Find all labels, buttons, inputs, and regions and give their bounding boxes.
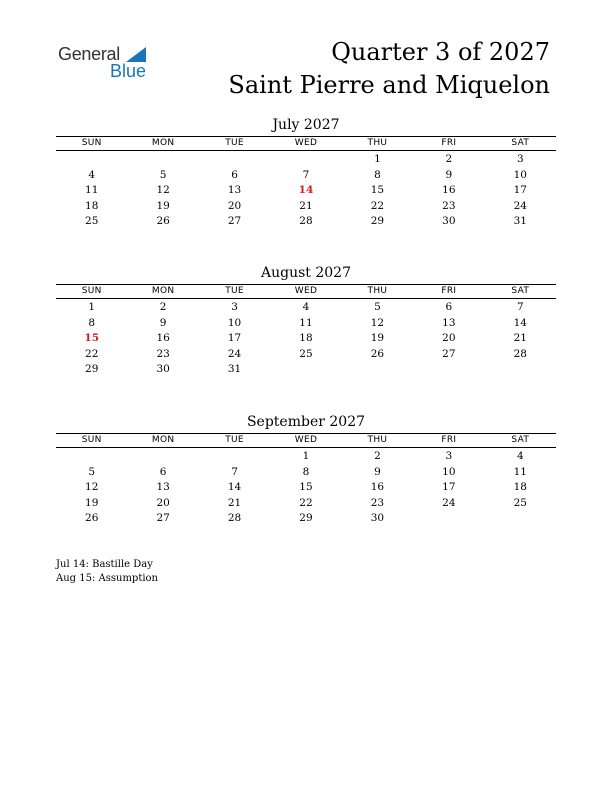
day-cell: 5: [374, 301, 381, 313]
day-cell: 24: [442, 496, 456, 509]
day-cell: 8: [374, 168, 381, 181]
day-cell: 23: [442, 199, 456, 212]
weekday-header: [56, 137, 556, 150]
day-cell: 15: [370, 184, 385, 197]
day-cell: 9: [159, 316, 167, 329]
logo-text-general: General: [58, 44, 120, 64]
day-cell: 4: [302, 301, 310, 313]
day-cell: 26: [370, 347, 385, 360]
empty-day-cell: [270, 362, 341, 378]
empty-day-cell: [199, 449, 270, 465]
weekday-label: FRI: [441, 138, 457, 148]
day-cell: 19: [370, 332, 385, 345]
day-cell: 19: [85, 496, 99, 509]
weekday-label: THU: [367, 138, 388, 148]
region-title: Saint Pierre and Miquelon: [228, 71, 550, 99]
empty-day-cell: [270, 152, 341, 168]
weekday-label: THU: [367, 286, 388, 296]
day-cell: 7: [516, 301, 524, 313]
empty-day-cell: [342, 362, 413, 378]
empty-day-cell: [485, 511, 556, 527]
day-cell: 21: [227, 496, 242, 509]
day-cell: 29: [299, 512, 313, 525]
day-cell: 3: [445, 450, 453, 462]
header-divider: [56, 447, 556, 448]
weekday-label: THU: [367, 435, 388, 445]
month-title: August 2027: [261, 265, 351, 281]
quarter-title: Quarter 3 of 2027: [331, 38, 550, 66]
month-title: July 2027: [272, 117, 340, 133]
day-cell: 12: [85, 481, 99, 494]
day-cell: 20: [227, 199, 242, 212]
day-cell: 25: [85, 215, 99, 228]
day-cell: 14: [513, 316, 527, 329]
day-cell: 10: [227, 316, 242, 329]
weekday-label: MON: [151, 286, 175, 296]
day-cell: 23: [156, 347, 170, 360]
day-cell: 11: [513, 465, 527, 478]
weekday-label: SAT: [511, 286, 530, 296]
holiday-note: Jul 14: Bastille Day: [56, 559, 153, 570]
page-title: [228, 36, 550, 102]
month-title: September 2027: [246, 414, 366, 430]
day-cell: 27: [442, 347, 456, 360]
day-cell: 2: [374, 450, 381, 462]
weekday-label: MON: [151, 138, 175, 148]
day-cell: 5: [88, 465, 96, 478]
day-cell: 27: [156, 512, 170, 525]
day-cell: 25: [299, 347, 313, 360]
weekday-label: TUE: [225, 138, 244, 148]
empty-day-cell: [199, 152, 270, 168]
empty-day-cell: [127, 152, 198, 168]
empty-day-cell: [56, 449, 127, 465]
holiday-note: Aug 15: Assumption: [56, 573, 159, 584]
empty-day-cell: [485, 362, 556, 378]
day-cell: 23: [370, 496, 385, 509]
day-cell: 12: [156, 184, 170, 197]
day-cell: 7: [231, 465, 238, 478]
day-cell: 8: [302, 465, 310, 478]
day-cell: 13: [227, 184, 242, 197]
day-cell: 26: [85, 512, 99, 525]
day-cell: 31: [227, 363, 242, 376]
day-cell: 13: [442, 316, 456, 329]
empty-day-cell: [413, 511, 484, 527]
day-cell: 6: [159, 465, 167, 478]
weekday-label: FRI: [441, 286, 457, 296]
day-cell: 22: [85, 347, 99, 360]
day-cell: 6: [445, 301, 453, 313]
weekday-label: WED: [294, 286, 318, 296]
day-cell: 28: [299, 215, 313, 228]
weekday-label: WED: [294, 435, 318, 445]
day-cell: 24: [513, 199, 527, 212]
day-cell: 18: [513, 481, 527, 494]
day-cell: 16: [442, 184, 456, 197]
day-cell: 17: [442, 481, 456, 494]
day-cell: 5: [159, 168, 167, 181]
header-divider: [56, 298, 556, 299]
header-divider: [56, 150, 556, 151]
weekday-label: SAT: [511, 435, 530, 445]
weekday-header: [56, 285, 556, 298]
day-cell: 12: [370, 316, 385, 329]
day-cell: 24: [227, 347, 242, 360]
day-cell: 18: [85, 199, 99, 212]
day-cell: 14: [227, 481, 242, 494]
day-cell: 9: [374, 465, 381, 478]
day-cell: 27: [227, 215, 242, 228]
empty-day-cell: [56, 152, 127, 168]
day-cell: 16: [156, 332, 170, 345]
day-cell: 4: [88, 168, 96, 181]
day-cell: 20: [156, 496, 170, 509]
day-cell: 30: [370, 512, 385, 525]
weekday-label: TUE: [225, 435, 244, 445]
generalblue-logo: [58, 44, 158, 84]
weekday-label: WED: [294, 138, 318, 148]
weekday-label: TUE: [225, 286, 244, 296]
day-cell: 19: [156, 199, 170, 212]
day-cell: 29: [370, 215, 385, 228]
holiday-notes: [56, 558, 158, 586]
day-cell: 13: [156, 481, 170, 494]
month-calendar-july: [56, 116, 556, 230]
day-cell: 1: [302, 450, 310, 462]
day-cell: 30: [156, 363, 170, 376]
day-cell: 3: [231, 301, 238, 313]
day-cell: 11: [299, 316, 313, 329]
day-cell: 10: [442, 465, 456, 478]
day-cell: 30: [442, 215, 456, 228]
weekday-label: SAT: [511, 138, 530, 148]
day-cell: 21: [299, 199, 313, 212]
day-cell: 4: [516, 450, 524, 462]
day-cell: 29: [85, 363, 99, 376]
day-cell: 9: [445, 168, 453, 181]
day-grid: [56, 152, 556, 230]
day-cell: 11: [85, 184, 99, 197]
day-cell: 15: [84, 332, 100, 345]
day-cell: 22: [299, 496, 313, 509]
day-cell: 7: [302, 168, 310, 181]
day-cell: 25: [513, 496, 527, 509]
day-grid: [56, 449, 556, 527]
empty-day-cell: [127, 449, 198, 465]
day-cell: 22: [370, 199, 385, 212]
month-calendar-august: [56, 264, 556, 378]
day-cell: 2: [445, 153, 453, 165]
day-cell: 18: [299, 332, 313, 345]
month-calendar-september: [56, 413, 556, 527]
day-cell: 31: [513, 215, 527, 228]
day-cell: 10: [513, 168, 527, 181]
weekday-label: SUN: [81, 138, 102, 148]
day-cell: 16: [370, 481, 385, 494]
weekday-header: [56, 434, 556, 447]
weekday-label: SUN: [81, 286, 102, 296]
day-cell: 1: [88, 301, 96, 313]
logo-text-blue: Blue: [110, 61, 147, 81]
day-cell: 28: [513, 347, 527, 360]
day-cell: 21: [513, 332, 527, 345]
day-cell: 17: [227, 332, 242, 345]
weekday-label: FRI: [441, 435, 457, 445]
weekday-label: SUN: [81, 435, 102, 445]
day-cell: 6: [231, 168, 238, 181]
day-cell: 20: [442, 332, 456, 345]
day-cell: 28: [227, 512, 242, 525]
day-cell: 17: [513, 184, 527, 197]
logo-triangle-icon: [126, 47, 146, 62]
weekday-label: MON: [151, 435, 175, 445]
empty-day-cell: [413, 362, 484, 378]
day-cell: 14: [298, 184, 314, 197]
day-cell: 3: [516, 153, 524, 165]
day-grid: [56, 300, 556, 378]
day-cell: 15: [299, 481, 313, 494]
day-cell: 2: [159, 301, 167, 313]
day-cell: 1: [374, 153, 381, 165]
day-cell: 26: [156, 215, 170, 228]
day-cell: 8: [88, 316, 96, 329]
